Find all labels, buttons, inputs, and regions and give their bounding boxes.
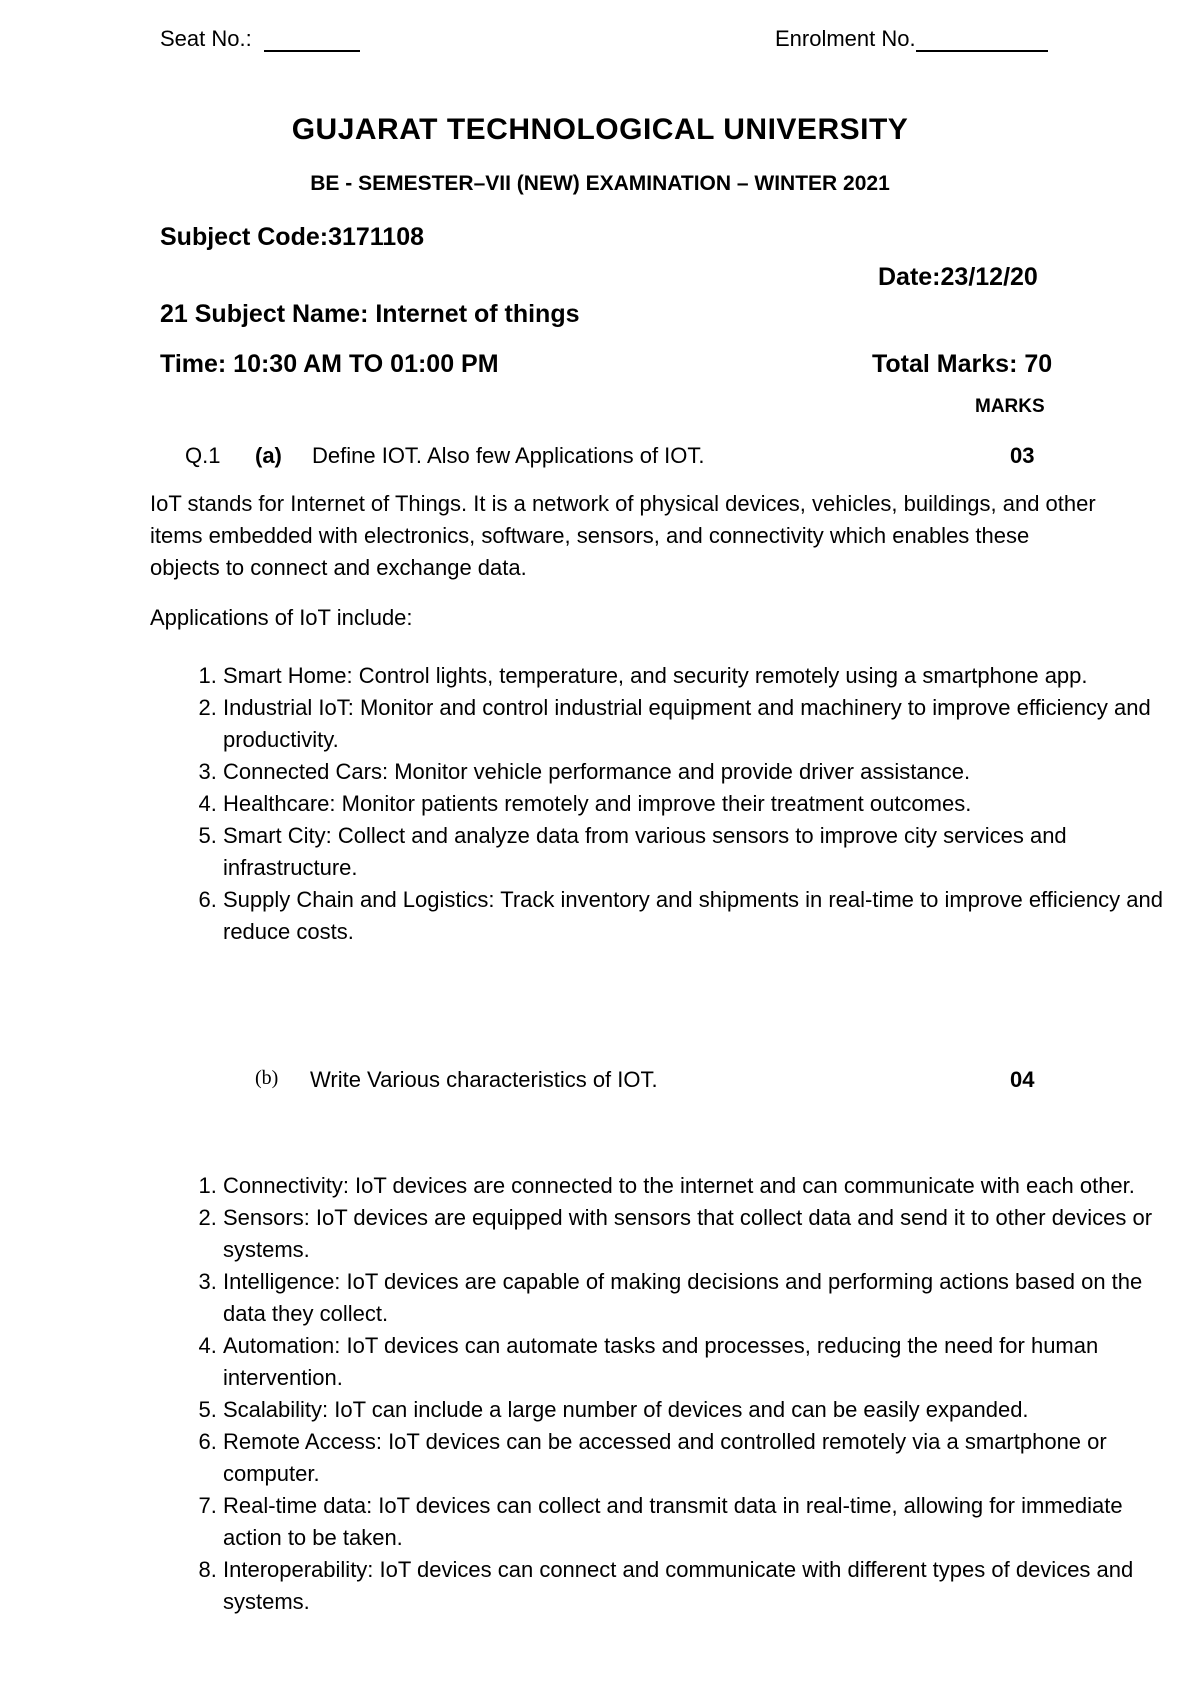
enrolment-number-blank: [916, 28, 1048, 52]
list-item: 7. Real-time data: IoT devices can collect and transmit data in real-time, allowing for immediate action to be taken.: [223, 1490, 1173, 1554]
list-item: 5. Scalability: IoT can include a large number of devices and can be easily expanded.: [223, 1394, 1173, 1426]
question-a-text: Define IOT. Also few Applications of IOT.: [312, 443, 705, 468]
exam-time: Time: 10:30 AM TO 01:00 PM: [160, 350, 499, 378]
list-item: 1. Smart Home: Control lights, temperature, and security remotely using a smartphone app.: [223, 660, 1173, 692]
exam-date: Date:23/12/20: [878, 263, 1038, 291]
applications-list: [150, 660, 1173, 948]
marks-column-label: MARKS: [975, 396, 1045, 417]
list-item: 6. Remote Access: IoT devices can be accessed and controlled remotely via a smartphone or computer.: [223, 1426, 1173, 1490]
subject-code: Subject Code:3171108: [160, 223, 425, 251]
examination-title: BE - SEMESTER–VII (NEW) EXAMINATION – WINTER 2021: [310, 172, 890, 195]
question-part-a: (a): [255, 443, 282, 468]
iot-definition-paragraph: IoT stands for Internet of Things. It is a network of physical devices, vehicles, buildings, and other items embedded with electronics, software, sensors, and connectivity which enables these objects to connect and exchange data.: [150, 491, 1096, 580]
list-item: 2. Industrial IoT: Monitor and control industrial equipment and machinery to improve efficiency and productivity.: [223, 692, 1173, 756]
list-item: 1. Connectivity: IoT devices are connected to the internet and can communicate with each other.: [223, 1170, 1173, 1202]
list-item: 2. Sensors: IoT devices are equipped with sensors that collect data and send it to other devices or systems.: [223, 1202, 1173, 1266]
question-a-marks: 03: [1010, 443, 1035, 468]
question-number: Q.1: [185, 443, 221, 468]
question-b-marks: 04: [1010, 1067, 1035, 1092]
seat-number-blank: [264, 28, 360, 52]
characteristics-list: [150, 1170, 1173, 1618]
university-title: GUJARAT TECHNOLOGICAL UNIVERSITY: [291, 113, 909, 146]
applications-heading: Applications of IoT include:: [150, 605, 413, 630]
total-marks: Total Marks: 70: [872, 350, 1053, 378]
list-item: 5. Smart City: Collect and analyze data from various sensors to improve city services and infrastructure.: [223, 820, 1173, 884]
list-item: 4. Automation: IoT devices can automate tasks and processes, reducing the need for human intervention.: [223, 1330, 1173, 1394]
list-item: 3. Intelligence: IoT devices are capable of making decisions and performing actions based on the data they collect.: [223, 1266, 1173, 1330]
enrolment-number-field: [775, 26, 1048, 52]
seat-number-label: Seat No.:: [160, 26, 252, 51]
question-b-text: Write Various characteristics of IOT.: [310, 1067, 658, 1092]
list-item: 6. Supply Chain and Logistics: Track inventory and shipments in real-time to improve efficiency and reduce costs.: [223, 884, 1173, 948]
question-part-b: (b): [255, 1067, 279, 1089]
list-item: 3. Connected Cars: Monitor vehicle performance and provide driver assistance.: [223, 756, 1173, 788]
subject-name: 21 Subject Name: Internet of things: [160, 300, 580, 328]
list-item: 8. Interoperability: IoT devices can connect and communicate with different types of devices and systems.: [223, 1554, 1173, 1618]
enrolment-number-label: Enrolment No.: [775, 26, 916, 51]
seat-number-field: [160, 26, 360, 52]
list-item: 4. Healthcare: Monitor patients remotely and improve their treatment outcomes.: [223, 788, 1173, 820]
